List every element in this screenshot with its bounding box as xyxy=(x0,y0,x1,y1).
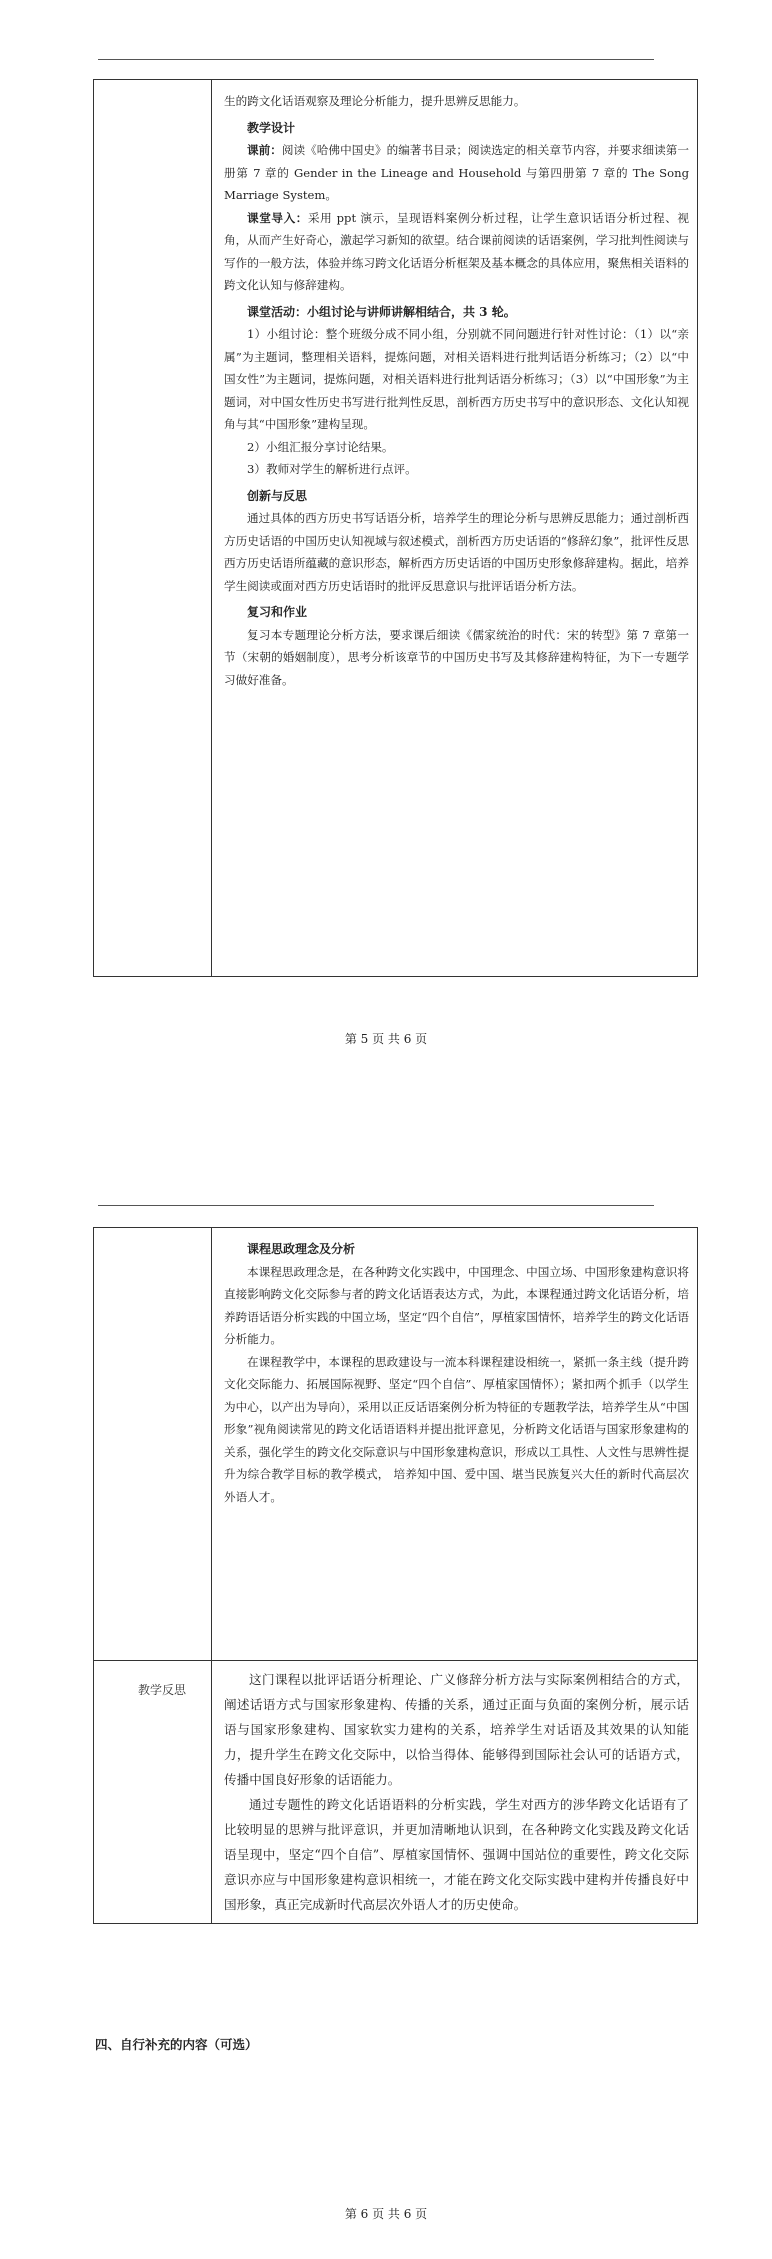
reflection-para-1: 这门课程以批评话语分析理论、广义修辞分析方法与实际案例相结合的方式，阐述话语方式与国家形象建构、传播的关系，通过正面与负面的案例分析，展示话语与国家形象建构、国家软实力建构的关系，培养学生对话语及其效果的认知能力，提升学生在跨文化交际中，以恰当得体、能够得到国际社会认可的话语方式，传播中国良好形象的话语能力。 xyxy=(224,1672,689,1787)
page-5 xyxy=(0,0,772,1080)
page5-table xyxy=(93,79,698,977)
page-number-5: 第 5 页 共 6 页 xyxy=(344,1032,428,1046)
review-heading: 复习和作业 xyxy=(247,605,308,619)
design-heading: 教学设计 xyxy=(247,120,296,135)
intro-text: 生的跨文化话语观察及理论分析能力，提升思辨反思能力。 xyxy=(224,94,526,108)
page6-table xyxy=(93,1227,698,1924)
header-rule xyxy=(98,59,654,60)
intro-body: 采用 ppt 演示，呈现语料案例分析过程，让学生意识话语分析过程、视角，从而产生好奇心，激起学习新知的欲望。结合课前阅读的话语案例，学习批判性阅读与写作的一般方法，体验并练习跨文化话语分析框架及基本概念的具体应用，聚焦相关语料的跨文化认知与修辞建构。 xyxy=(224,210,689,292)
activity-3: 3）教师对学生的解析进行点评。 xyxy=(247,462,417,476)
pre-class-text: 阅读《哈佛中国史》的编著书目录；阅读选定的相关章节内容，并要求细读第一册第 7 章的 Gender in the Lineage and Household 与第四册第 7 章的 The Song Marriage System。 xyxy=(224,143,689,202)
activity-1: 1）小组讨论：整个班级分成不同小组，分别就不同问题进行针对性讨论：（1）以“亲属”为主题词，整理相关语料，提炼问题，对相关语料进行批判话语分析练习；（2）以“中国女性”为主题词，提炼问题，对相关语料进行批判话语分析练习；（3）以“中国形象”为主题词，对中国女性历史书写进行批判性反思，剖析西方历史书写中的意识形态、文化认知视角与其“中国形象”建构呈现。 xyxy=(224,327,689,431)
pre-class-paragraph xyxy=(224,139,689,207)
intro-paragraph xyxy=(224,207,689,297)
section-4-title: 四、自行补充的内容（可选） xyxy=(95,2037,258,2052)
activity-heading: 课堂活动：小组讨论与讲师讲解相结合，共 3 轮。 xyxy=(247,304,516,319)
reflection-label: 教学反思 xyxy=(138,1683,187,1697)
left-column-cell xyxy=(94,1228,212,1661)
sizheng-para-1: 本课程思政理念是，在各种跨文化实践中，中国理念、中国立场、中国形象建构意识将直接影响跨文化交际参与者的跨文化话语表达方式，为此，本课程通过跨文化话语分析，培养跨语话语分析实践的中国立场，坚定“四个自信”，厚植家国情怀，培养学生的跨文化话语分析能力。 xyxy=(224,1264,689,1346)
intro-label: 课堂导入： xyxy=(247,210,308,225)
activity-2: 2）小组汇报分享讨论结果。 xyxy=(247,439,394,454)
left-column-cell xyxy=(94,80,212,977)
page-6 xyxy=(0,1180,772,2259)
page-number-6: 第 6 页 共 6 页 xyxy=(344,2207,428,2221)
pre-class-label: 课前： xyxy=(247,143,282,157)
sizheng-cell xyxy=(212,1228,698,1661)
innovation-heading: 创新与反思 xyxy=(247,488,308,503)
content-cell xyxy=(212,80,698,977)
review-text: 复习本专题理论分析方法，要求课后细读《儒家统治的时代：宋的转型》第 7 章第一节（宋朝的婚姻制度），思考分析该章节的中国历史书写及其修辞建构特征，为下一专题学习做好准备。 xyxy=(224,627,689,687)
innovation-text: 通过具体的西方历史书写话语分析，培养学生的理论分析与思辨反思能力；通过剖析西方历史话语的中国历史认知视域与叙述模式，剖析西方历史话语的“修辞幻象”，批评性反思西方历史话语所蕴藏的意识形态，解析西方历史话语的中国历史形象修辞建构。据此，培养学生阅读或面对西方历史话语时的批评反思意识与批评话语分析方法。 xyxy=(224,511,689,593)
reflection-cell xyxy=(212,1661,698,1924)
reflection-para-2: 通过专题性的跨文化话语语料的分析实践，学生对西方的涉华跨文化话语有了比较明显的思辨与批评意识，并更加清晰地认识到，在各种跨文化实践及跨文化话语呈现中，坚定“四个自信”、厚植家国情怀、强调中国站位的重要性，跨文化交际意识亦应与中国形象建构意识相统一，才能在跨文化交际实践中建构并传播良好中国形象，真正完成新时代高层次外语人才的历史使命。 xyxy=(224,1797,689,1912)
sizheng-para-2: 在课程教学中，本课程的思政建设与一流本科课程建设相统一，紧抓一条主线（提升跨文化交际能力、拓展国际视野、坚定“四个自信”、厚植家国情怀）；紧扣两个抓手（以学生为中心，以产出为导向），采用以正反话语案例分析为特征的专题教学法，培养学生从“中国形象”视角阅读常见的跨文化话语语料并提出批评意见，分析跨文化话语与国家形象建构的关系，强化学生的跨文化交际意识与中国形象建构意识，形成以工具性、人文性与思辨性提升为综合教学目标的教学模式， 培养知中国、爱中国、堪当民族复兴大任的新时代高层次外语人才。 xyxy=(224,1354,689,1504)
header-rule xyxy=(98,1205,654,1206)
reflection-label-cell xyxy=(94,1661,212,1924)
sizheng-heading: 课程思政理念及分析 xyxy=(247,1242,356,1256)
